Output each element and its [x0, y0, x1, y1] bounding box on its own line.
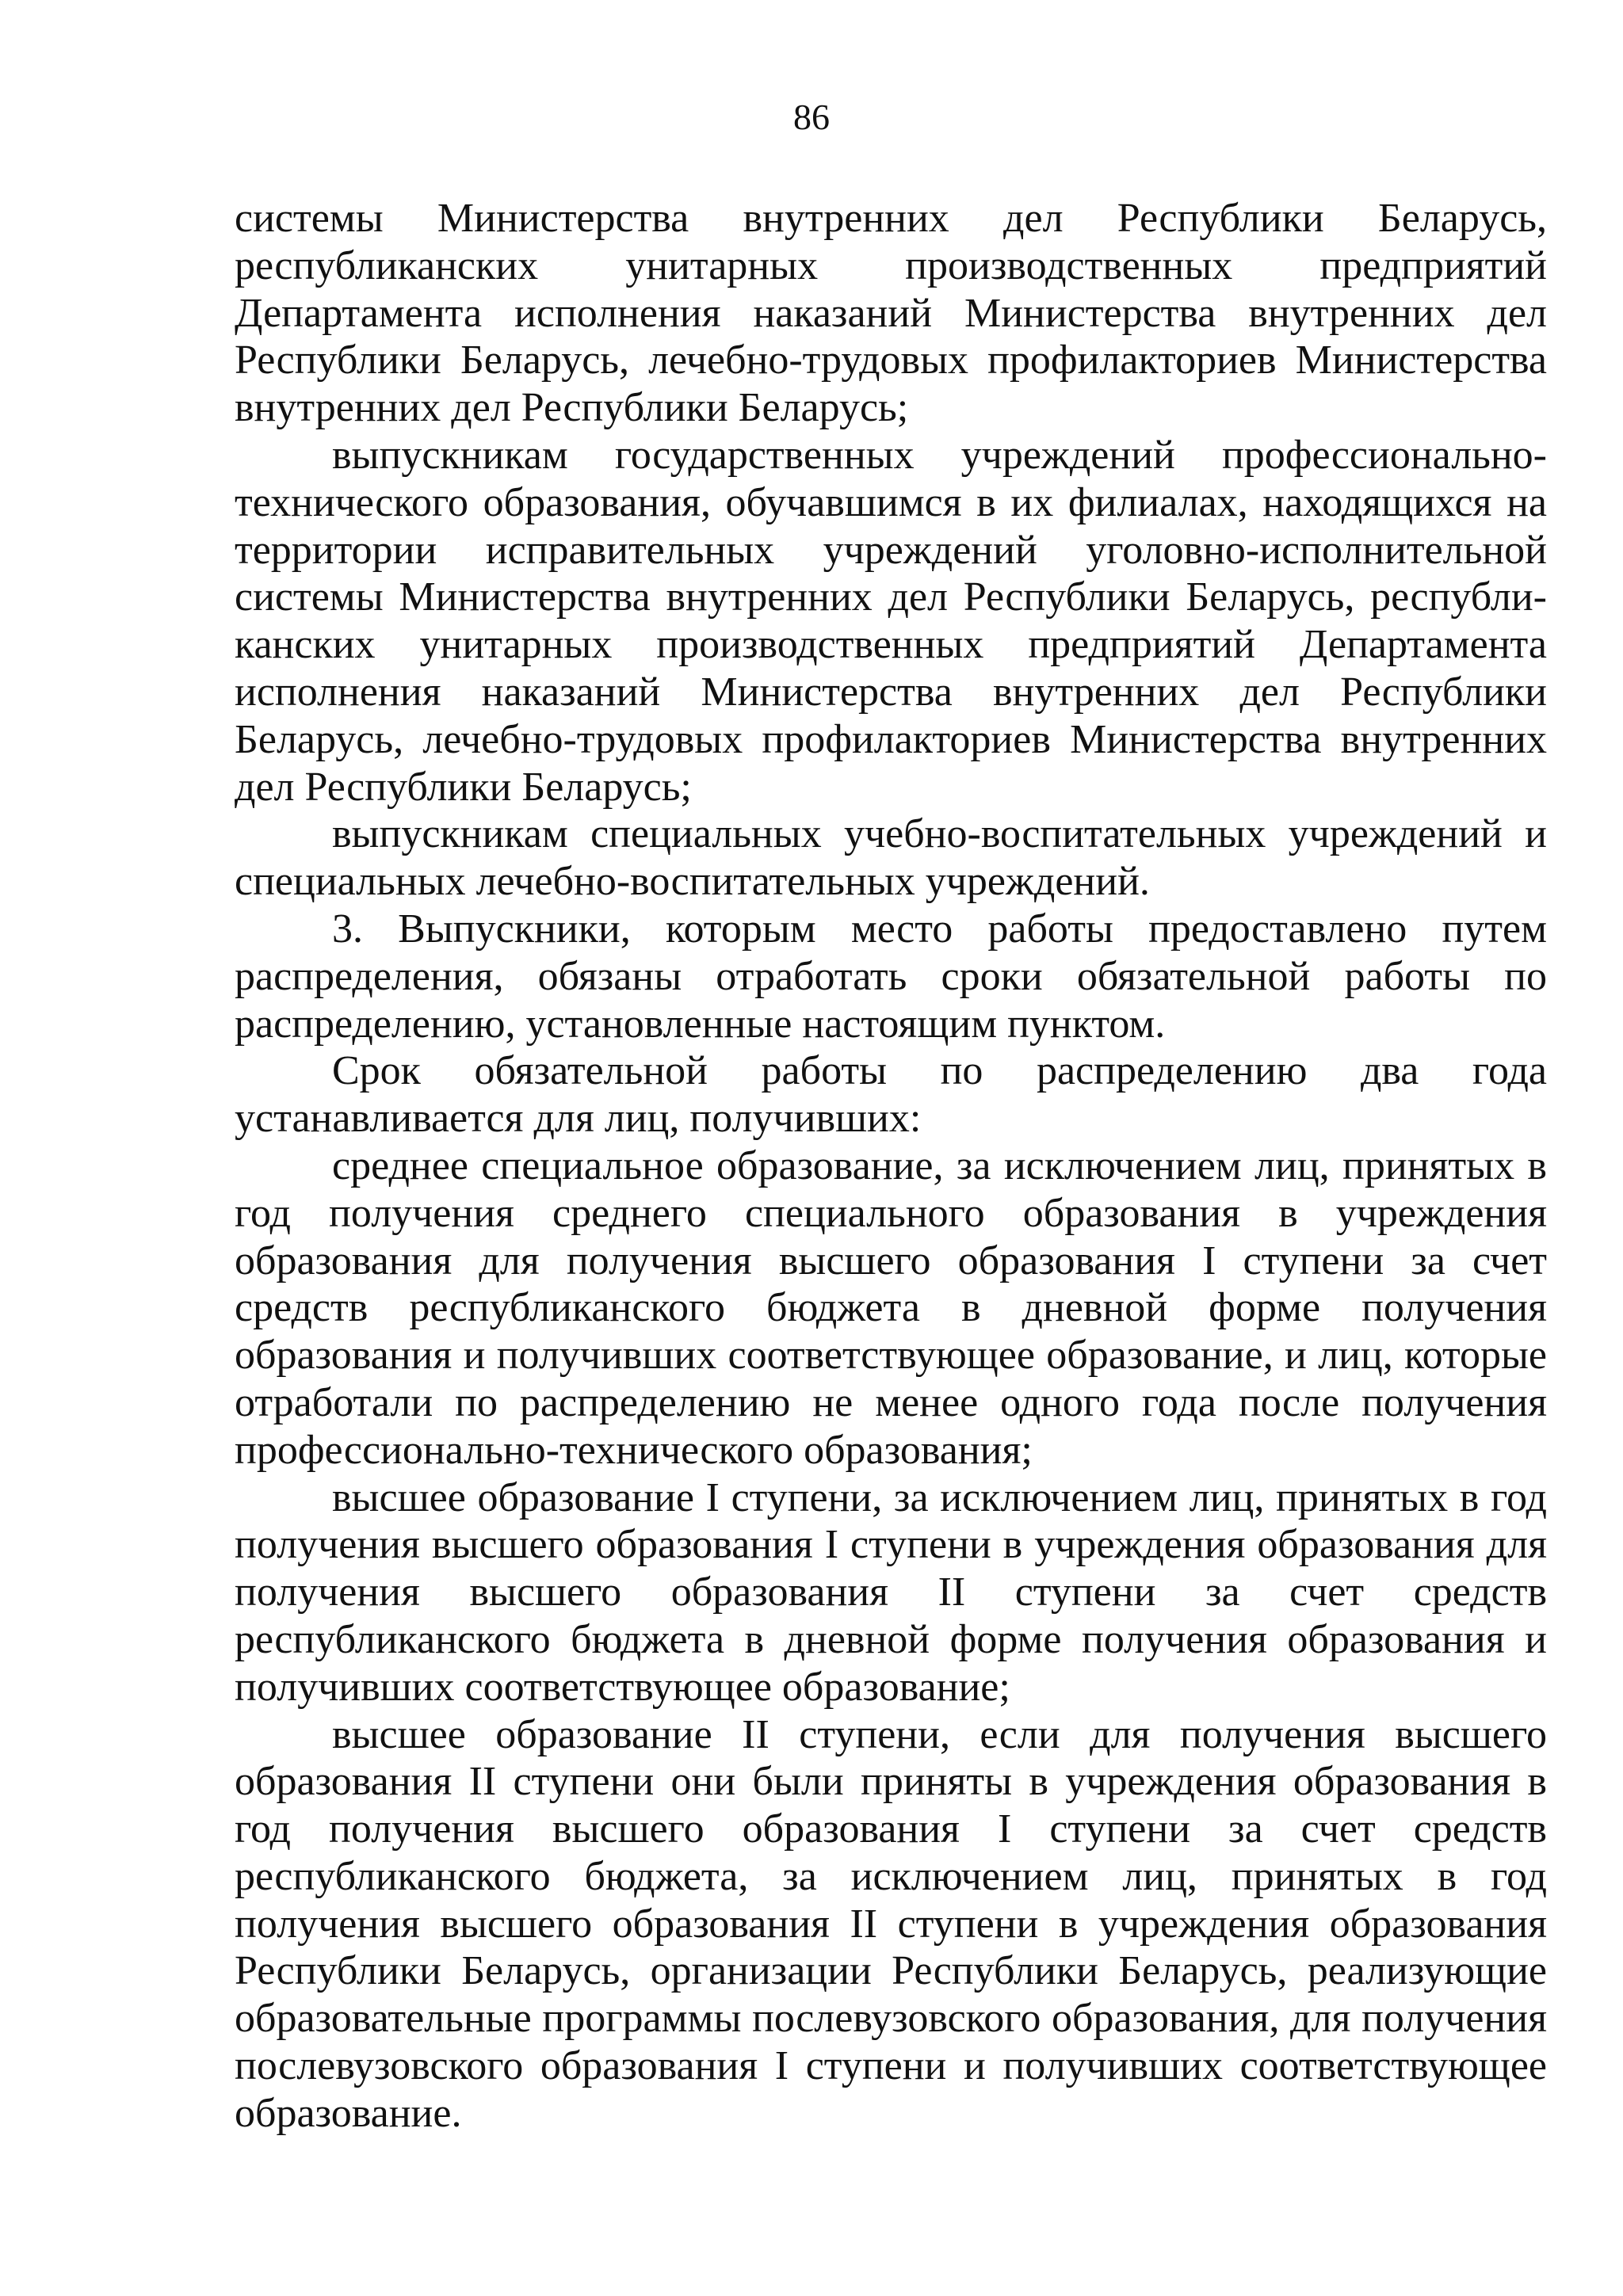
paragraph: выпускникам государственных учреждений профессионально-технического образования, обучавшимся в их филиалах, находящихся на территории исправительных учреждений уголовно-исполнительной системы Министерства внутренних дел Республики Беларусь, республи-канских унитарных производственных предприятий Департамента исполнения наказаний Министерства внутренних дел Республики Беларусь, лечебно-трудовых профилакториев Министерства внутренних дел Республики Беларусь; [235, 432, 1547, 810]
paragraph: высшее образование I ступени, за исключением лиц, принятых в год получения высшего образования I ступени в учреждения образования для получения высшего образования II ступени за счет средств республиканского бюджета в дневной форме получения образования и получивших соответствующее образование; [235, 1474, 1547, 1710]
paragraph: системы Министерства внутренних дел Республики Беларусь, республиканских унитарных производственных предприятий Департамента исполнения наказаний Министерства внутренних дел Республики Беларусь, лечебно-трудовых профилакториев Министерства внутренних дел Республики Беларусь; [235, 196, 1547, 431]
paragraph: 3. Выпускники, которым место работы предоставлено путем распределения, обязаны отработать сроки обязательной работы по распределению, установленные настоящим пунктом. [235, 906, 1547, 1047]
paragraph: выпускникам специальных учебно-воспитательных учреждений и специальных лечебно-воспитательных учреждений. [235, 811, 1547, 905]
paragraph: высшее образование II ступени, если для получения высшего образования II ступени они были приняты в учреждения образования в год получения высшего образования I ступени за счет средств республиканского бюджета, за исключением лиц, принятых в год получения высшего образования II ступени в учреждения образования Республики Беларусь, организации Республики Беларусь, реализующие образовательные программы послевузовского образования, для получения послевузовского образования I ступени и получивших соответствующее образование. [235, 1711, 1547, 2136]
document-body [235, 195, 1547, 2138]
paragraph: среднее специальное образование, за исключением лиц, принятых в год получения среднего специального образования в учреждения образования для получения высшего образования I ступени за счет средств республиканского бюджета в дневной форме получения образования и получивших соответствующее образование, и лиц, которые отработали по распределению не менее одного года после получения профессионально-технического образования; [235, 1142, 1547, 1473]
paragraph: Срок обязательной работы по распределению два года устанавливается для лиц, получивших: [235, 1048, 1547, 1142]
page-number: 86 [793, 97, 830, 137]
